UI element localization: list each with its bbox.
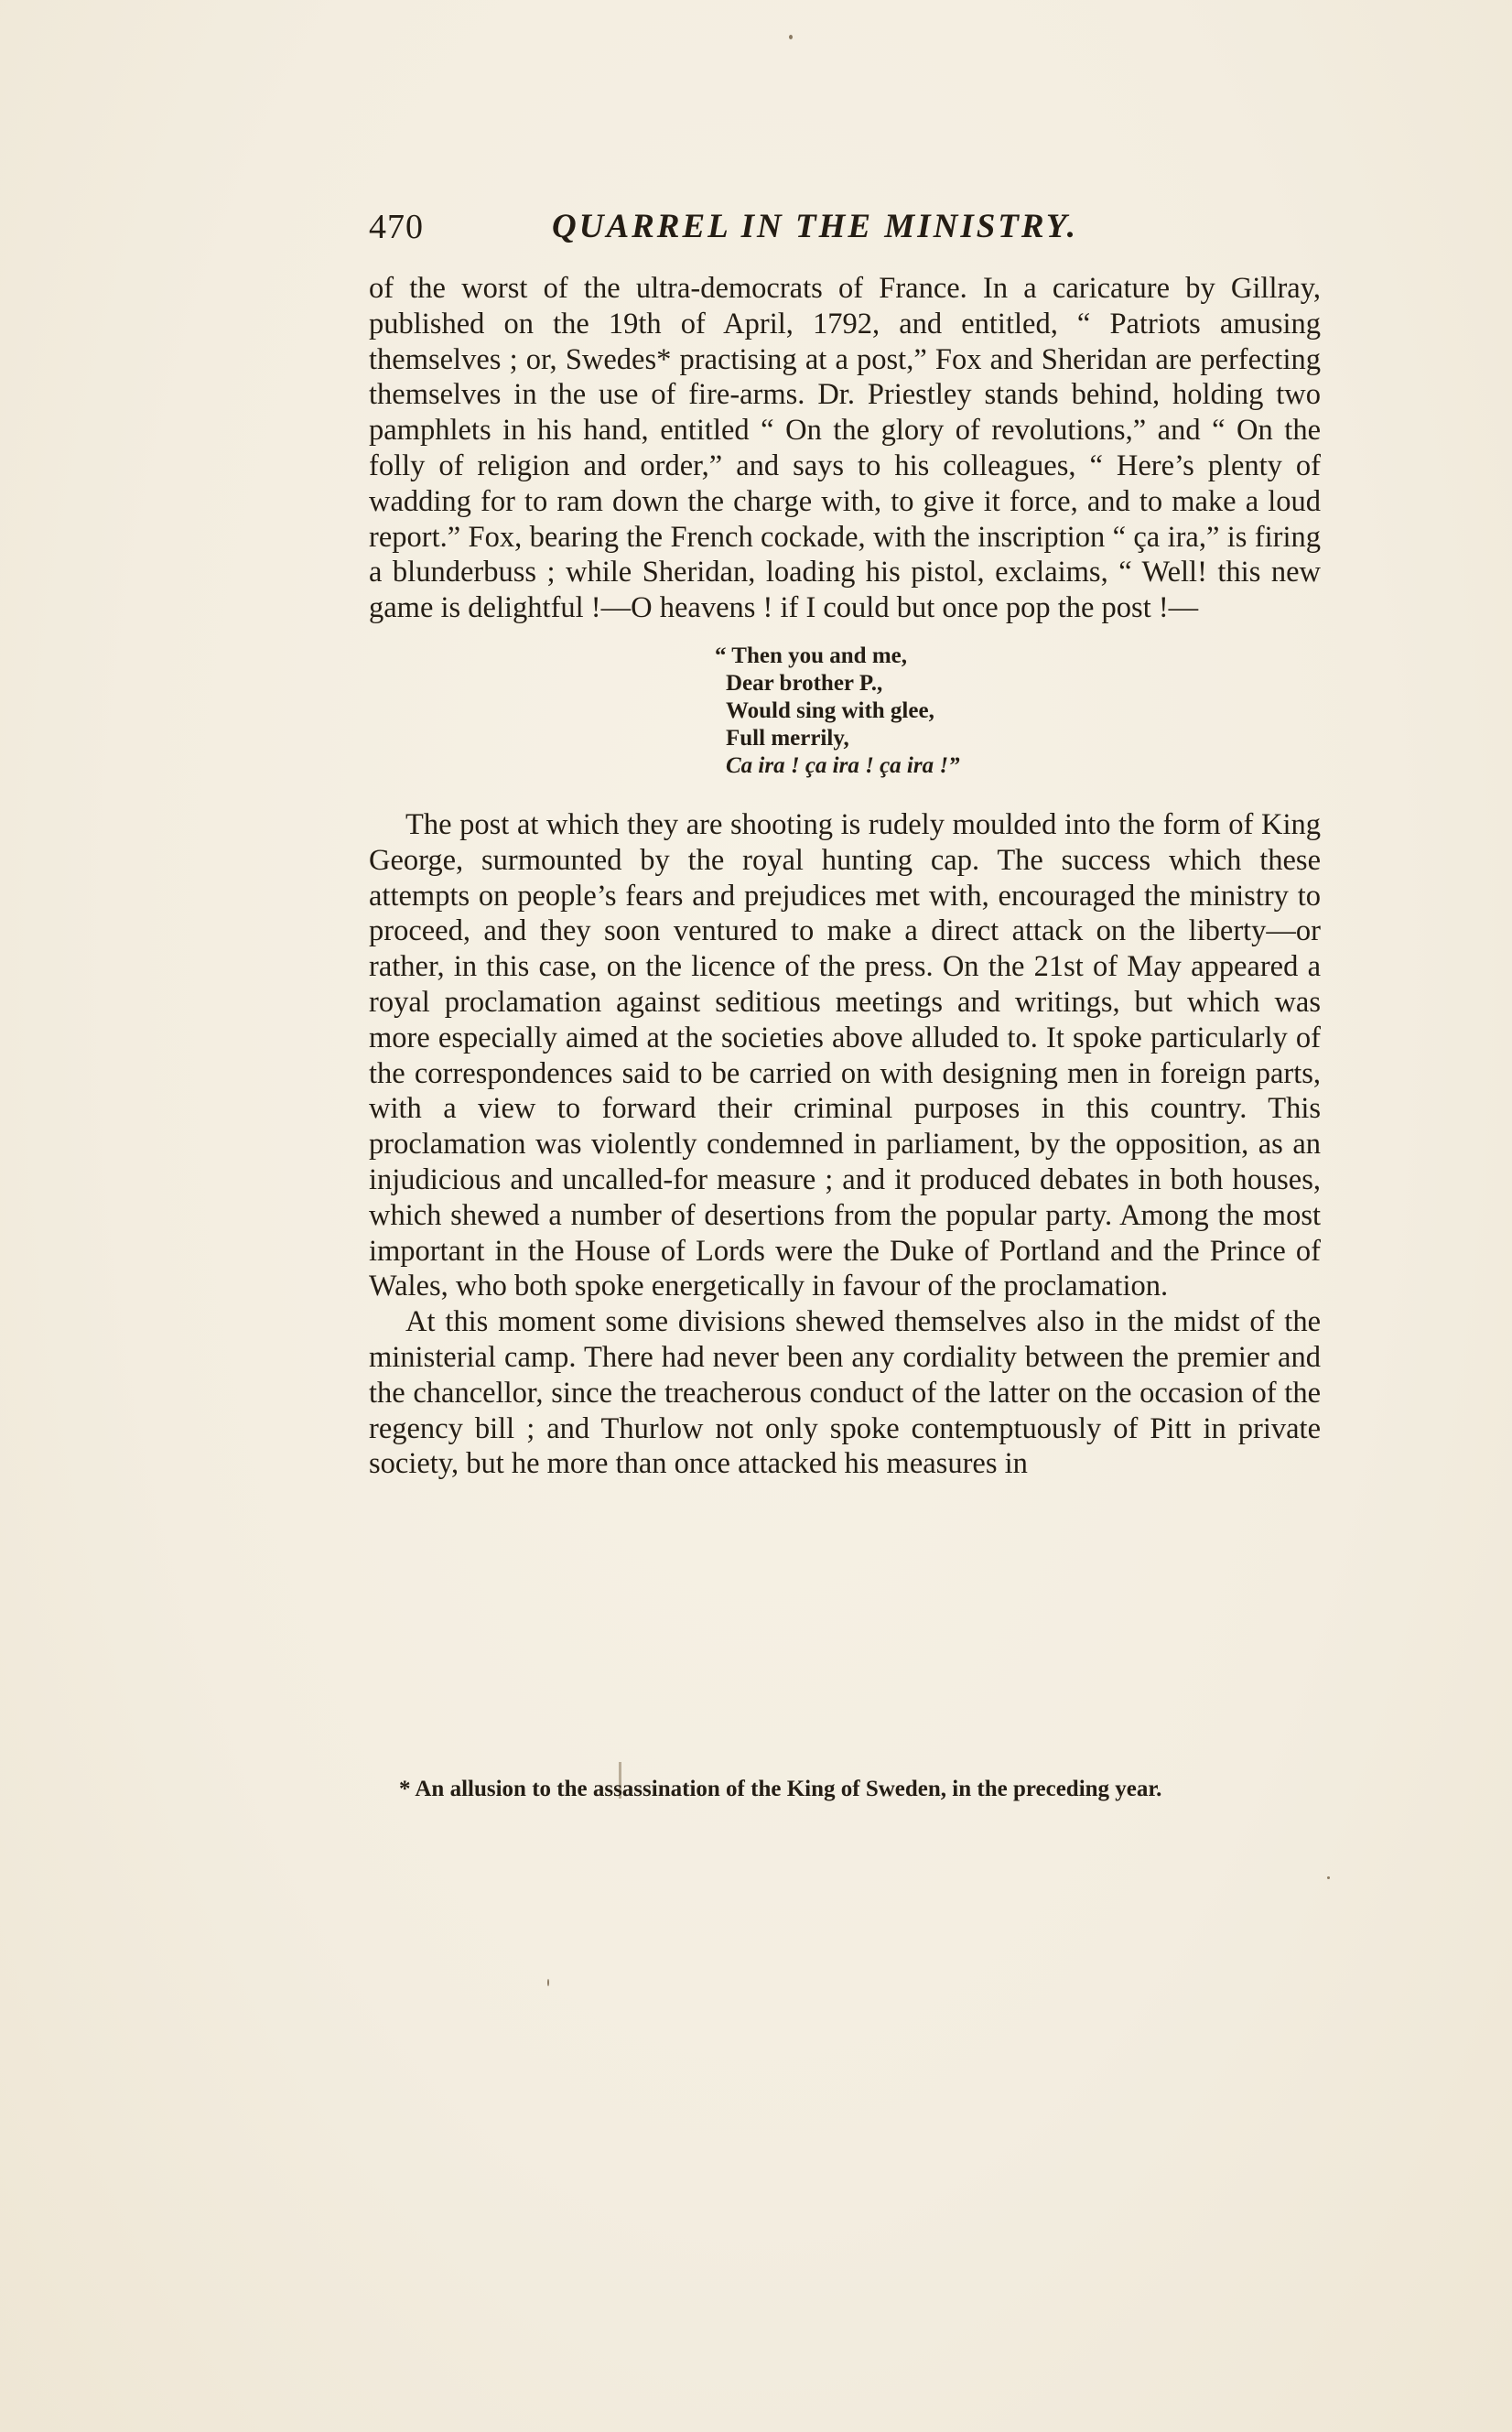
verse-quotation [715,643,1321,780]
footnote-text: * An allusion to the assassination of the King of Sweden, in the preceding year. [399,1777,1162,1801]
page-number: 470 [369,208,424,246]
paper-speck [547,1979,549,1986]
paper-speck [789,35,793,39]
verse-line-1: “ Then you and me, [715,643,908,668]
paragraph-2: The post at which they are shooting is rudely moulded into the form of King George, surmounted by the royal hunting cap. The success which these attempts on people’s fears and prejudices met with, encouraged the ministry to proceed, and they soon ventured to make a direct attack on the liberty—or rather, in this case, on the licence of the press. On the 21st of May appeared a royal proclamation against seditious meetings and writings, but which was more especially aimed at the societies above alluded to. It spoke particularly of the correspondences said to be carried on with designing men in foreign parts, with a view to forward their criminal purposes in this country. This proclamation was violently condemned in parliament, by the opposition, as an injudicious and uncalled-for measure ; and it produced debates in both houses, which shewed a number of desertions from the popular party. Among the most important in the House of Lords were the Duke of Portland and the Prince of Wales, who both spoke energetically in favour of the proclamation. [369,807,1321,1303]
paragraph-1: of the worst of the ultra-democrats of France. In a caricature by Gillray, published on the 19th of April, 1792, and entitled, “ Patriots amusing themselves ; or, Swedes* practising at a post,” Fox and Sheridan are perfecting themselves in the use of fire-arms. Dr. Priestley stands behind, holding two pamphlets in his hand, entitled “ On the glory of revolutions,” and “ On the folly of religion and order,” and says to his colleagues, “ Here’s plenty of wadding for to ram down the charge with, to give it force, and to make a loud report.” Fox, bearing the French cockade, with the inscription “ ça ira,” is firing a blunderbuss ; while Sheridan, loading his pistol, exclaims, “ Well! this new game is delightful !—O heavens ! if I could but once pop the post !— [369,272,1321,625]
verse-line-2: Dear brother P., [726,670,883,696]
paragraph-3: At this moment some divisions shewed themselves also in the midst of the ministerial camp. There had never been any cordiality between the premier and the chancellor, since the treacherous conduct of the latter on the occasion of the regency bill ; and Thurlow not only spoke contemptuously of Pitt in private society, but he more than once attacked his measures in [369,1305,1321,1481]
footnote [351,1776,1322,1803]
verse-line-3: Would sing with glee, [726,697,934,723]
verse-line-5: Ca ira ! ça ira ! ça ira !” [726,752,960,778]
paper-speck [1327,1876,1330,1879]
page-header [369,207,1143,251]
verse-line-4: Full merrily, [726,725,849,751]
body-text [369,271,1321,1482]
running-head: QUARREL IN THE MINISTRY. [552,208,1079,245]
